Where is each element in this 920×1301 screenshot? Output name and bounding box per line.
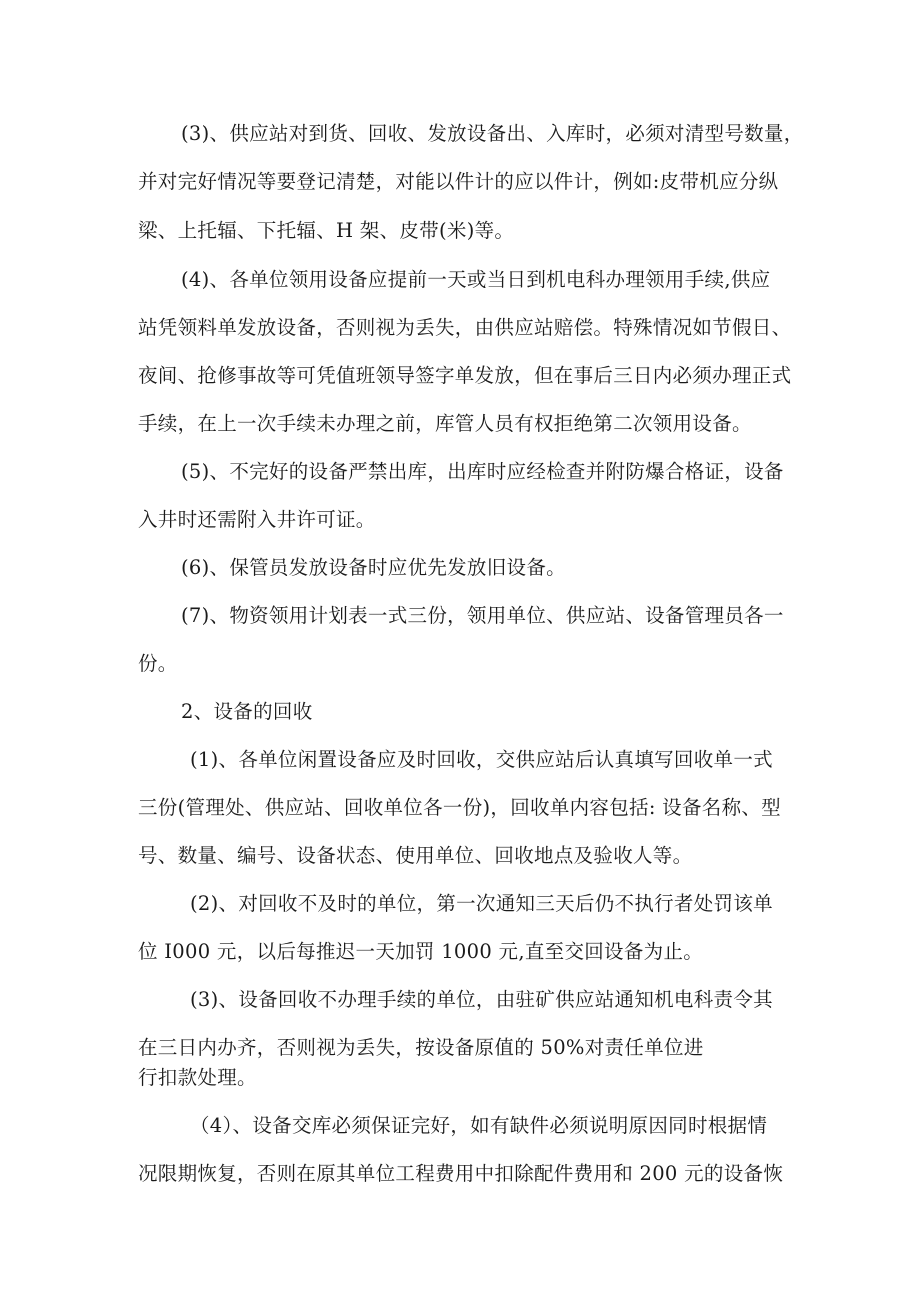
text-line: 在三日内办齐，否则视为丢失，按设备原值的 50%对责任单位进 bbox=[138, 1036, 704, 1059]
text-line: 行扣款处理。 bbox=[138, 1066, 257, 1089]
section-heading: 2、设备的回收 bbox=[181, 700, 313, 723]
text-line: (1)、各单位闲置设备应及时回收，交供应站后认真填写回收单一式 bbox=[190, 748, 773, 771]
text-line: (3)、设备回收不办理手续的单位，由驻矿供应站通知机电科责令其 bbox=[190, 988, 773, 1011]
text-line: (7)、物资领用计划表一式三份，领用单位、供应站、设备管理员各一 bbox=[181, 604, 784, 627]
text-line: (4)、各单位领用设备应提前一天或当日到机电科办理领用手续,供应 bbox=[181, 268, 771, 291]
text-line: (5)、不完好的设备严禁出库，出库时应经检查并附防爆合格证，设备 bbox=[181, 460, 784, 483]
text-line: 并对完好情况等要登记清楚，对能以件计的应以件计，例如:皮带机应分纵 bbox=[138, 170, 779, 193]
text-line: (2)、对回收不及时的单位，第一次通知三天后仍不执行者处罚该单 bbox=[190, 892, 773, 915]
text-line: （4）、设备交库必须保证完好，如有缺件必须说明原因同时根据情 bbox=[190, 1114, 768, 1137]
text-line: 梁、上托辐、下托辐、H 架、皮带(米)等。 bbox=[138, 219, 515, 242]
text-line: 位 I000 元，以后每推迟一天加罚 1000 元,直至交回设备为止。 bbox=[138, 940, 704, 963]
text-line: 份。 bbox=[138, 652, 178, 675]
text-line: 况限期恢复，否则在原其单位工程费用中扣除配件费用和 200 元的设备恢 bbox=[138, 1162, 784, 1185]
text-line: 三份(管理处、供应站、回收单位各一份)，回收单内容包括: 设备名称、型 bbox=[138, 796, 781, 819]
text-line: (6)、保管员发放设备时应优先发放旧设备。 bbox=[181, 556, 566, 579]
text-line: (3)、供应站对到货、回收、发放设备出、入库时，必须对清型号数量， bbox=[181, 122, 804, 145]
text-line: 入井时还需附入井许可证。 bbox=[138, 508, 376, 531]
text-line: 手续，在上一次手续未办理之前，库管人员有权拒绝第二次领用设备。 bbox=[138, 412, 752, 435]
text-line: 夜间、抢修事故等可凭值班领导签字单发放，但在事后三日内必须办理正式 bbox=[138, 364, 792, 387]
text-line: 号、数量、编号、设备状态、使用单位、回收地点及验收人等。 bbox=[138, 844, 693, 867]
text-line: 站凭领料单发放设备，否则视为丢失，由供应站赔偿。特殊情况如节假日、 bbox=[138, 316, 792, 339]
